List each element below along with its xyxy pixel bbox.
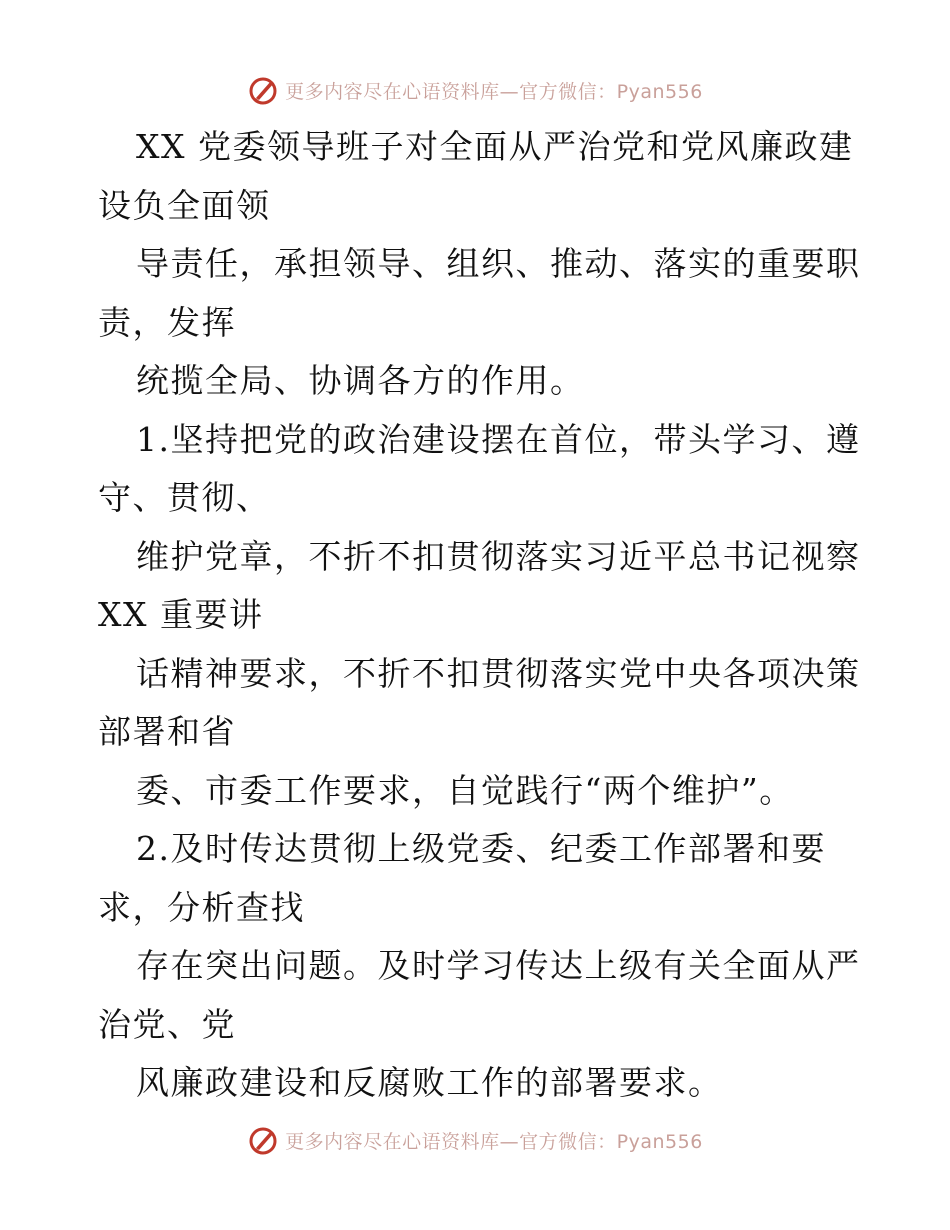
watermark-id: Pyan556 [616,1130,703,1153]
text-line: 维护党章，不折不扣贯彻落实习近平总书记视察 [136,536,861,576]
text-line: 导责任，承担领导、组织、推动、落实的重要职 [136,244,861,283]
text-line: 守、贯彻、 [98,478,271,517]
text-line: 设负全面领 [98,185,271,225]
text-line: 委、市委工作要求，自觉践行“两个维护”。 [136,770,794,810]
text-line: 责，发挥 [98,302,236,342]
watermark-id: Pyan556 [616,80,703,103]
text-line: 话精神要求，不折不扣贯彻落实党中央各项决策 [136,653,861,693]
text-line: 部署和省 [98,712,236,751]
text-line: 2.及时传达贯彻上级党委、纪委工作部署和要 [136,829,826,868]
quill-logo-icon [247,74,279,106]
footer-watermark [0,1120,950,1160]
watermark-text: 更多内容尽在心语资料库—官方微信：Pyan556 [285,1130,703,1153]
text-line: 1.坚持把党的政治建设摆在首位，带头学习、遵 [136,419,861,459]
text-line: 风廉政建设和反腐败工作的部署要求。 [136,1063,723,1102]
quill-logo-icon [247,1124,279,1156]
text-line: 统揽全局、协调各方的作用。 [136,361,585,400]
watermark-text: 更多内容尽在心语资料库—官方微信：Pyan556 [285,80,703,103]
text-line: 治党、党 [98,1004,236,1044]
text-line: XX 党委领导班子对全面从严治党和党风廉政建 [136,127,854,166]
text-line: 存在突出问题。及时学习传达上级有关全面从严 [136,946,861,985]
document-body [98,118,868,1113]
text-line: XX 重要讲 [98,595,264,634]
text-line: 求，分析查找 [98,887,305,927]
header-watermark [0,70,950,110]
